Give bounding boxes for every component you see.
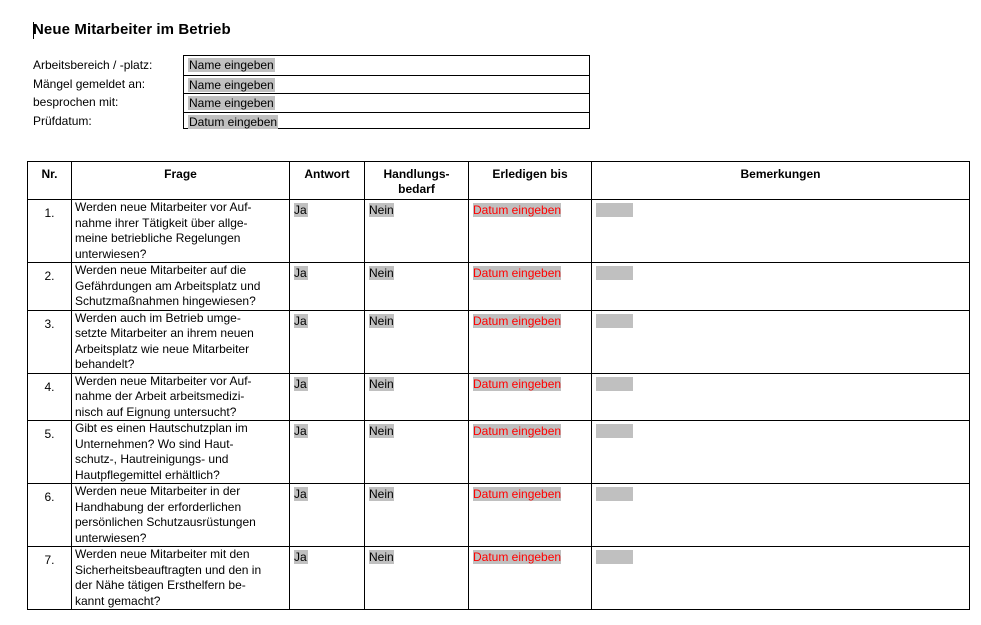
meta-label-arbeitsbereich: Arbeitsbereich / -platz: [33,58,153,72]
handlungsbedarf-cell [365,421,469,484]
question-line: kannt gemacht? [75,593,161,608]
question-line: Hautpflegemittel erhältlich? [75,467,220,482]
question-line: nahme der Arbeit arbeitsmedizi- [75,389,245,403]
table-header-row [28,162,970,200]
bemerkungen-cell [592,547,970,610]
header-handlungsbedarf-line2: bedarf [398,182,435,196]
question-line: schutz-, Hautreinigungs- und [75,452,229,466]
row-number: 4. [28,373,72,421]
answer-field[interactable]: Ja [294,313,307,328]
table-row [28,421,970,484]
erledigen-bis-date-field[interactable]: Datum eingeben [473,487,562,501]
question-cell [72,310,290,373]
answer-field[interactable]: Ja [294,550,307,564]
question-line: Werden neue Mitarbeiter vor Auf- [75,200,252,214]
table-row [28,263,970,311]
question-line: Unternehmen? Wo sind Haut- [75,436,234,451]
bemerkungen-field[interactable] [596,377,633,391]
question-cell [72,263,290,311]
handlungsbedarf-cell [365,310,469,373]
table-row [28,484,970,547]
answer-field[interactable]: Ja [294,266,307,280]
meta-label-maengel: Mängel gemeldet an: [33,77,146,91]
erledigen-bis-date-field[interactable]: Datum eingeben [473,376,562,391]
question-line: unterwiesen? [75,246,147,261]
row-number: 6. [28,484,72,547]
header-erledigen-bis: Erledigen bis [469,162,592,200]
page-title: Neue Mitarbeiter im Betrieb [33,21,231,38]
handlungsbedarf-field[interactable]: Nein [369,376,394,391]
question-line: Schutzmaßnahmen hingewiesen? [75,294,256,308]
pruefdatum-field[interactable]: Datum eingeben [189,114,278,129]
meta-row-maengel [184,75,589,94]
answer-cell [290,263,365,311]
handlungsbedarf-cell [365,263,469,311]
erledigen-bis-cell [469,484,592,547]
header-antwort: Antwort [290,162,365,200]
row-number: 1. [28,200,72,263]
question-line: Arbeitsplatz wie neue Mitarbeiter [75,341,250,356]
table-row [28,310,970,373]
bemerkungen-cell [592,484,970,547]
bemerkungen-cell [592,373,970,421]
question-cell [72,373,290,421]
bemerkungen-field[interactable] [596,314,633,328]
meta-row-besprochen [184,93,589,112]
handlungsbedarf-cell [365,200,469,263]
meta-row-arbeitsbereich [184,56,589,75]
handlungsbedarf-cell [365,373,469,421]
erledigen-bis-cell [469,310,592,373]
besprochen-mit-field[interactable]: Name eingeben [189,96,274,110]
bemerkungen-cell [592,421,970,484]
meta-label-besprochen: besprochen mit: [33,95,119,109]
erledigen-bis-cell [469,373,592,421]
erledigen-bis-date-field[interactable]: Datum eingeben [473,424,562,438]
bemerkungen-cell [592,263,970,311]
handlungsbedarf-field[interactable]: Nein [369,487,394,501]
row-number: 5. [28,421,72,484]
header-frage: Frage [72,162,290,200]
question-line: unterwiesen? [75,530,147,545]
question-line: behandelt? [75,357,135,371]
handlungsbedarf-cell [365,547,469,610]
arbeitsbereich-field[interactable]: Name eingeben [189,58,274,72]
handlungsbedarf-field[interactable]: Nein [369,424,394,438]
handlungsbedarf-field[interactable]: Nein [369,313,394,328]
question-cell [72,547,290,610]
table-row [28,547,970,610]
question-line: Werden neue Mitarbeiter in der [75,484,241,498]
question-line: Gibt es einen Hautschutzplan im [75,421,248,435]
row-number: 3. [28,310,72,373]
row-number: 2. [28,263,72,311]
question-line: setzte Mitarbeiter an ihrem neuen [75,326,254,340]
answer-field[interactable]: Ja [294,376,307,391]
maengel-gemeldet-field[interactable]: Name eingeben [189,77,274,92]
bemerkungen-cell [592,200,970,263]
bemerkungen-field[interactable] [596,550,633,564]
meta-fields-box [183,55,590,129]
question-line: nahme ihrer Tätigkeit über allge- [75,215,248,230]
erledigen-bis-cell [469,547,592,610]
question-line: Handhabung der erforderlichen [75,499,242,514]
question-line: nisch auf Eignung untersucht? [75,404,237,419]
question-line: persönlichen Schutzausrüstungen [75,515,256,529]
answer-cell [290,484,365,547]
bemerkungen-field[interactable] [596,266,633,280]
bemerkungen-field[interactable] [596,487,633,501]
question-line: der Nähe tätigen Ersthelfern be- [75,578,246,592]
handlungsbedarf-field[interactable]: Nein [369,266,394,280]
question-line: Sicherheitsbeauftragten und den in [75,562,262,577]
erledigen-bis-date-field[interactable]: Datum eingeben [473,203,562,217]
question-line: Werden neue Mitarbeiter auf die [75,263,247,277]
handlungsbedarf-field[interactable]: Nein [369,550,394,564]
erledigen-bis-date-field[interactable]: Datum eingeben [473,550,562,564]
question-line: meine betriebliche Regelungen [75,231,241,245]
meta-row-pruefdatum [184,112,589,131]
handlungsbedarf-cell [365,484,469,547]
question-line: Gefährdungen am Arbeitsplatz und [75,278,261,293]
bemerkungen-cell [592,310,970,373]
header-handlungsbedarf [365,162,469,200]
handlungsbedarf-field[interactable]: Nein [369,203,394,217]
answer-cell [290,547,365,610]
bemerkungen-field[interactable] [596,424,633,438]
header-nr: Nr. [28,162,72,200]
header-bemerkungen: Bemerkungen [592,162,970,200]
answer-field[interactable]: Ja [294,424,307,438]
answer-cell [290,373,365,421]
erledigen-bis-date-field[interactable]: Datum eingeben [473,313,562,328]
meta-label-pruefdatum: Prüfdatum: [33,114,92,128]
answer-field[interactable]: Ja [294,203,307,217]
answer-cell [290,310,365,373]
answer-cell [290,421,365,484]
question-cell [72,484,290,547]
question-line: Werden auch im Betrieb umge- [75,310,241,325]
question-table [27,161,970,610]
answer-field[interactable]: Ja [294,487,307,501]
question-cell [72,200,290,263]
question-line: Werden neue Mitarbeiter vor Auf- [75,373,252,388]
table-row [28,200,970,263]
erledigen-bis-cell [469,200,592,263]
row-number: 7. [28,547,72,610]
erledigen-bis-cell [469,421,592,484]
answer-cell [290,200,365,263]
table-row [28,373,970,421]
question-cell [72,421,290,484]
bemerkungen-field[interactable] [596,203,633,217]
erledigen-bis-date-field[interactable]: Datum eingeben [473,266,562,280]
erledigen-bis-cell [469,263,592,311]
question-line: Werden neue Mitarbeiter mit den [75,547,250,561]
header-handlungsbedarf-line1: Handlungs- [383,167,450,181]
